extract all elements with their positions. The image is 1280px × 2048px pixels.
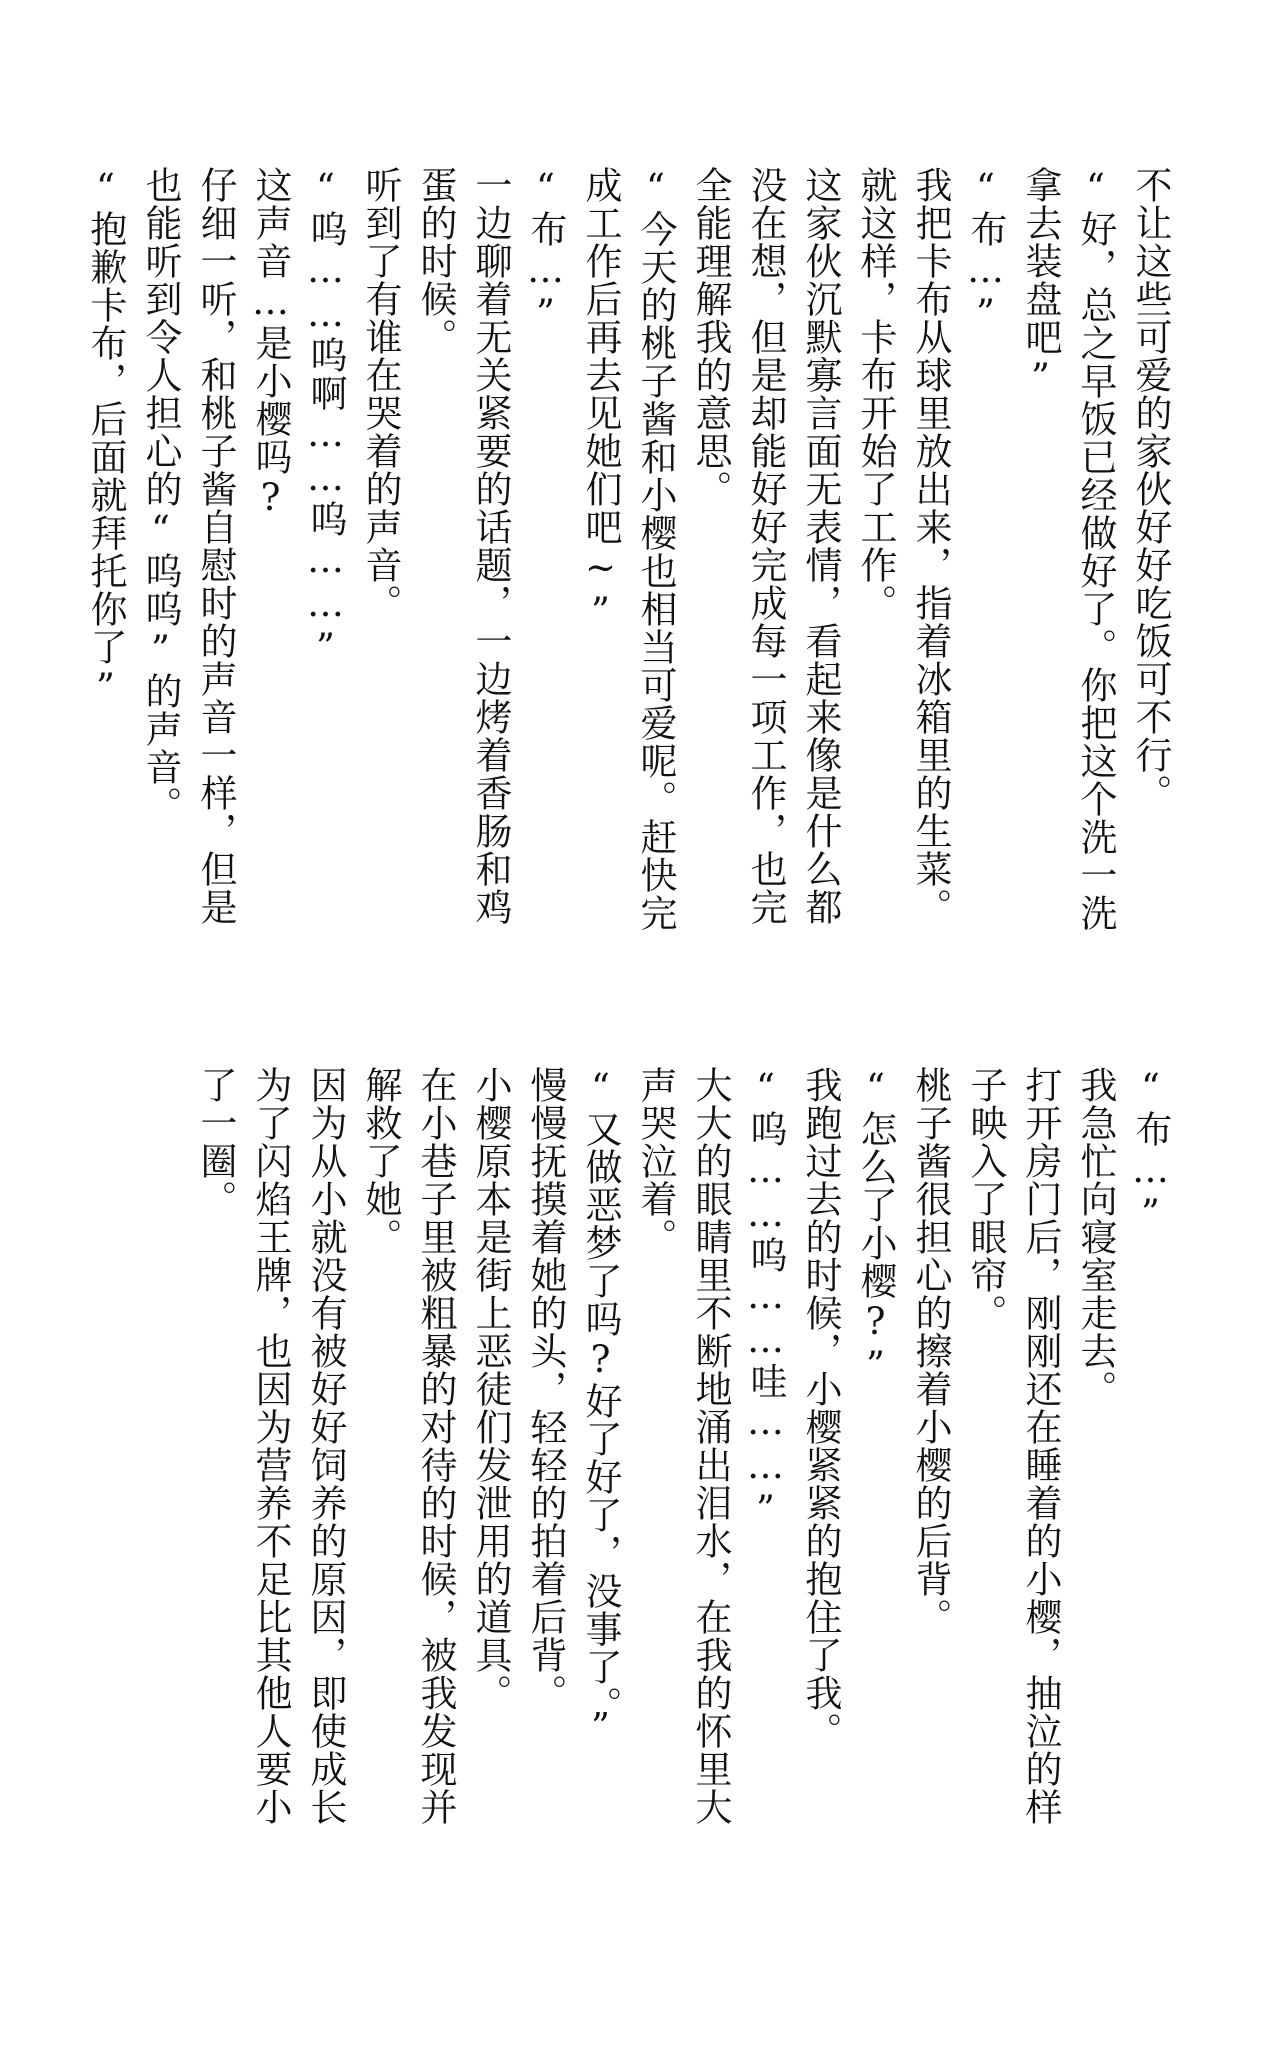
- text-line: 我跑过去的时候，小樱紧紧的抱住了我。: [799, 1066, 842, 1750]
- text-line: 解救了她。: [359, 1066, 402, 1256]
- text-line: 这声音…是小樱吗?: [249, 166, 292, 520]
- text-line: 也能听到令人担心的“呜呜”的声音。: [139, 166, 182, 824]
- text-line: 桃子酱很担心的擦着小樱的后背。: [909, 1066, 952, 1636]
- text-line: “抱歉卡布，后面就拜托你了”: [84, 166, 127, 710]
- text-line: “呜……呜……哇……”: [744, 1066, 787, 1532]
- text-line: 打开房门后，刚刚还在睡着的小樱，抽泣的样: [1019, 1066, 1062, 1826]
- text-line: 因为从小就没有被好好饲养的原因，即使成长: [304, 1066, 347, 1826]
- text-line: “布…”: [964, 166, 1007, 336]
- text-line: “怎么了小樱?”: [854, 1066, 897, 1388]
- text-line: “呜……呜啊……呜……”: [304, 166, 347, 670]
- text-line: 就这样，卡布开始了工作。: [854, 166, 897, 622]
- text-line: “布…”: [524, 166, 567, 336]
- text-line: 为了闪焰王牌，也因为营养不足比其他人要小: [249, 1066, 292, 1826]
- text-line: 子映入了眼帘。: [964, 1066, 1007, 1332]
- text-line: “今天的桃子酱和小樱也相当可爱呢。赶快完: [634, 166, 677, 932]
- text-block-bottom: [188, 1066, 1178, 1966]
- text-line: 这家伙沉默寡言面无表情，看起来像是什么都: [799, 166, 842, 926]
- text-line: 小樱原本是街上恶徒们发泄用的道具。: [469, 1066, 512, 1712]
- text-line: 仔细一听，和桃子酱自慰时的声音一样，但是: [194, 166, 237, 926]
- text-line: 听到了有谁在哭着的声音。: [359, 166, 402, 622]
- text-line: 一边聊着无关紧要的话题，一边烤着香肠和鸡: [469, 166, 512, 926]
- text-line: 我把卡布从球里放出来，指着冰箱里的生菜。: [909, 166, 952, 926]
- text-line: 了一圈。: [194, 1066, 237, 1218]
- text-line: 我急忙向寝室走去。: [1074, 1066, 1117, 1408]
- text-line: “又做恶梦了吗?好了好了，没事了。”: [579, 1066, 622, 1750]
- text-line: 没在想，但是却能好好完成每一项工作，也完: [744, 166, 787, 926]
- text-line: 成工作后再去见她们吧~”: [579, 166, 622, 634]
- text-line: “好，总之早饭已经做好了。你把这个洗一洗: [1074, 166, 1117, 932]
- text-line: 慢慢抚摸着她的头，轻轻的拍着后背。: [524, 1066, 567, 1712]
- text-block-top: [78, 166, 1178, 1106]
- text-line: 不让这些可爱的家伙好好吃饭可不行。: [1129, 166, 1172, 812]
- text-line: 拿去装盘吧”: [1019, 166, 1062, 400]
- text-line: 声哭泣着。: [634, 1066, 677, 1256]
- text-line: “布…”: [1129, 1066, 1172, 1236]
- text-line: 大大的眼睛里不断地涌出泪水，在我的怀里大: [689, 1066, 732, 1826]
- text-line: 全能理解我的意思。: [689, 166, 732, 508]
- text-line: 在小巷子里被粗暴的对待的时候，被我发现并: [414, 1066, 457, 1826]
- text-line: 蛋的时候。: [414, 166, 457, 356]
